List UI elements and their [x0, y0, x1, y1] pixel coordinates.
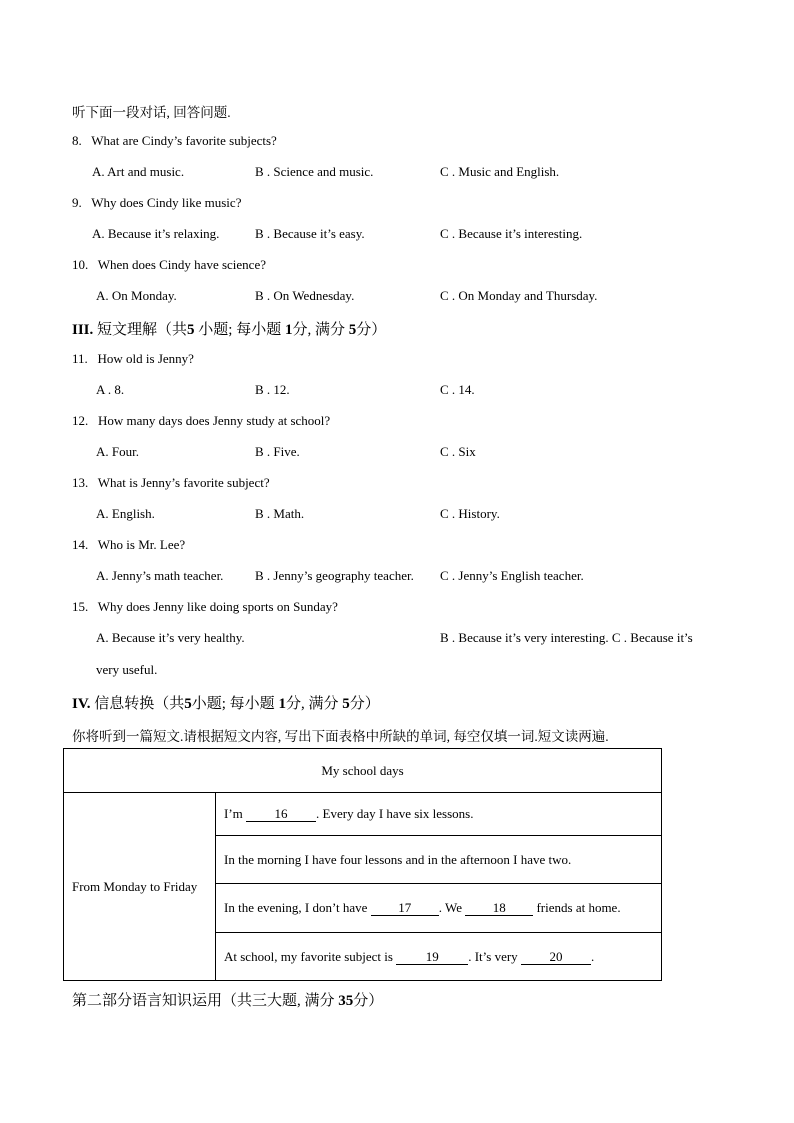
blank-20[interactable]: 20 — [521, 950, 591, 965]
option-c[interactable]: C . Six — [440, 444, 476, 459]
question-number: 9. — [72, 195, 82, 210]
question-text: Why does Jenny like doing sports on Sunday? — [97, 599, 338, 614]
table-cell-4 — [216, 933, 662, 981]
option-b[interactable]: B . Science and music. — [255, 164, 374, 179]
option-a[interactable]: A. Jenny’s math teacher. — [96, 568, 224, 583]
option-a[interactable]: A. Four. — [96, 444, 139, 459]
section-text: 分, 满分 — [292, 322, 345, 338]
cell-text: At school, my favorite subject is — [224, 948, 393, 964]
option-a[interactable]: A. On Monday. — [96, 288, 177, 303]
section-4-heading — [72, 692, 380, 713]
option-a[interactable]: A . 8. — [96, 382, 125, 397]
question-number: 10. — [72, 257, 89, 272]
section-text: 分, 满分 — [285, 696, 339, 712]
info-table — [63, 748, 662, 981]
question-number: 14. — [72, 537, 89, 552]
option-c[interactable]: C . On Monday and Thursday. — [440, 288, 598, 303]
option-b-and-c[interactable]: B . Because it’s very interesting. C . Because it’s — [440, 630, 693, 645]
blank-16[interactable]: 16 — [246, 807, 316, 822]
question-number: 12. — [72, 413, 89, 428]
section-roman: IV. — [72, 696, 91, 712]
option-c[interactable]: C . Jenny’s English teacher. — [440, 568, 584, 583]
question-text: Who is Mr. Lee? — [97, 537, 186, 552]
cell-text: . We — [438, 900, 462, 915]
question-number: 13. — [72, 475, 89, 490]
blank-19[interactable]: 19 — [396, 950, 468, 965]
option-a[interactable]: A. Because it’s very healthy. — [96, 630, 245, 645]
table-cell-1 — [216, 793, 662, 836]
points-total: 35 — [338, 993, 354, 1009]
points-each: 1 — [284, 322, 293, 338]
section-text: 分） — [349, 696, 380, 712]
table-cell-3 — [216, 884, 662, 933]
part-2-heading — [72, 989, 383, 1010]
part-text: 分） — [353, 993, 384, 1009]
question-text: How old is Jenny? — [97, 351, 194, 366]
option-b[interactable]: B . On Wednesday. — [255, 288, 355, 303]
option-b[interactable]: B . Jenny’s geography teacher. — [255, 568, 414, 583]
cell-text: friends at home. — [536, 900, 621, 915]
question-text: When does Cindy have science? — [97, 257, 266, 272]
cell-text: I’m — [224, 806, 243, 821]
section-4-instruction: 你将听到一篇短文.请根据短文内容, 写出下面表格中所缺的单词, 每空仅填一词.短文读两遍. — [72, 729, 609, 744]
option-b[interactable]: B . Because it’s easy. — [255, 226, 365, 241]
option-b[interactable]: B . 12. — [255, 382, 290, 397]
question-count: 5 — [184, 696, 192, 712]
question-14 — [72, 537, 185, 553]
option-a[interactable]: A. Because it’s relaxing. — [92, 226, 220, 241]
cell-text: In the evening, I don’t have — [224, 900, 368, 915]
option-c[interactable]: C . Music and English. — [440, 164, 560, 179]
question-9 — [72, 195, 241, 211]
question-8 — [72, 133, 277, 149]
question-number: 8. — [72, 133, 82, 148]
cell-text: . It’s very — [468, 948, 518, 964]
question-15 — [72, 599, 338, 615]
points-each: 1 — [278, 696, 286, 712]
question-text: Why does Cindy like music? — [91, 195, 242, 210]
table-header: My school days — [64, 749, 662, 793]
section-text: 分） — [356, 322, 387, 338]
option-a[interactable]: A. English. — [96, 506, 155, 521]
row-label: From Monday to Friday — [64, 793, 216, 981]
option-a[interactable]: A. Art and music. — [92, 164, 185, 179]
section-title: 信息转换（共 — [94, 696, 185, 712]
section-text: 小题; 每小题 — [198, 322, 282, 338]
section-3-heading — [72, 318, 386, 339]
table-cell-2: In the morning I have four lessons and in the afternoon I have two. — [216, 836, 662, 884]
part-title: 第二部分语言知识运用（共三大题, 满分 — [72, 993, 335, 1009]
question-text: What are Cindy’s favorite subjects? — [91, 133, 277, 148]
question-text: What is Jenny’s favorite subject? — [97, 475, 270, 490]
cell-text: . Every day I have six lessons. — [316, 806, 474, 821]
question-13 — [72, 475, 270, 491]
question-10 — [72, 257, 266, 273]
section-roman: III. — [72, 322, 94, 338]
points-total: 5 — [348, 322, 357, 338]
option-c[interactable]: C . History. — [440, 506, 500, 521]
points-total: 5 — [342, 696, 350, 712]
option-c-continued: very useful. — [96, 662, 158, 677]
section-title: 短文理解（共 — [97, 322, 188, 338]
option-c[interactable]: C . 14. — [440, 382, 475, 397]
section-text: 小题; 每小题 — [191, 696, 275, 712]
option-b[interactable]: B . Five. — [255, 444, 300, 459]
option-b[interactable]: B . Math. — [255, 506, 305, 521]
blank-17[interactable]: 17 — [371, 901, 439, 916]
question-text: How many days does Jenny study at school? — [98, 413, 331, 428]
question-count: 5 — [187, 322, 195, 338]
question-number: 11. — [72, 351, 88, 366]
question-number: 15. — [72, 599, 89, 614]
cell-text: . — [590, 948, 595, 964]
question-11 — [72, 351, 194, 367]
question-12 — [72, 413, 330, 429]
blank-18[interactable]: 18 — [465, 901, 533, 916]
option-c[interactable]: C . Because it’s interesting. — [440, 226, 583, 241]
dialog-instruction: 听下面一段对话, 回答问题. — [72, 105, 231, 120]
